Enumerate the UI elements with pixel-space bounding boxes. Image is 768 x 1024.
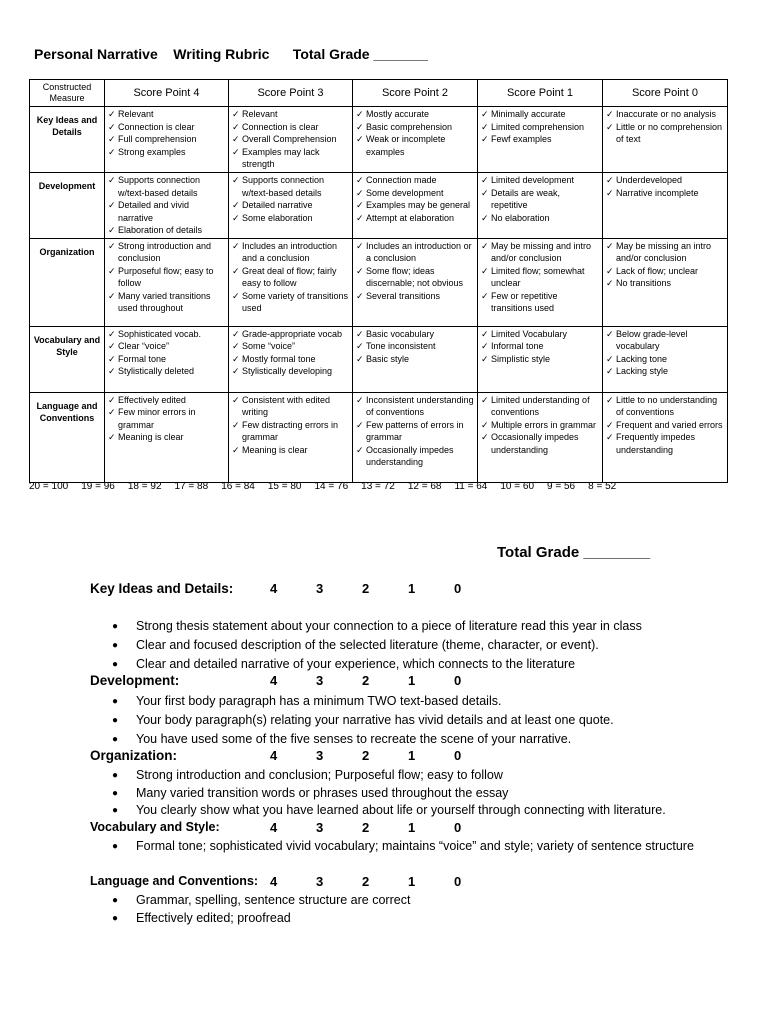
score-option: 2 [362,748,370,763]
check-item: ✓ Basic comprehension [356,121,474,134]
criterion-bullets [112,767,696,820]
conversion-entry: 20 = 100 [29,481,69,492]
check-item: ✓ Strong introduction and conclusion [108,240,225,265]
rubric-cell [105,238,229,326]
criterion-bullet: ● Your body paragraph(s) relating your narrative has vivid details and at least one quote. [112,711,696,730]
check-item: ✓ Many varied transitions used throughout [108,290,225,315]
score-option: 3 [316,748,324,763]
measure-label: Development [30,173,105,239]
score-option: 3 [316,673,324,688]
rubric-cell [229,326,353,392]
check-item: ✓ Some elaboration [232,212,349,225]
rubric-cell [478,238,603,326]
check-item: ✓ Relevant [232,108,349,121]
check-item: ✓ Some variety of transitions used [232,290,349,315]
check-item: ✓ Simplistic style [481,353,599,366]
conversion-entry: 10 = 60 [500,481,535,492]
check-item: ✓ Details are weak, repetitive [481,187,599,212]
check-item: ✓ Consistent with edited writing [232,394,349,419]
check-item: ✓ No transitions [606,277,724,290]
check-item: ✓ Limited understanding of conventions [481,394,599,419]
score-conversion-scale [29,481,629,492]
score-option: 2 [362,820,370,835]
check-item: ✓ Fewf examples [481,133,599,146]
criterion-bullet: ● You clearly show what you have learned about life or yourself through connecting with literature. [112,802,696,820]
check-item: ✓ Some development [356,187,474,200]
check-item: ✓ Connection is clear [232,121,349,134]
check-item: ✓ Stylistically developing [232,365,349,378]
conversion-entry: 18 = 92 [127,481,162,492]
check-item: ✓ Limited comprehension [481,121,599,134]
criterion-bullet: ● You have used some of the five senses to recreate the scene of your narrative. [112,730,696,749]
check-item: ✓ Tone inconsistent [356,340,474,353]
score-option: 3 [316,874,324,889]
check-item: ✓ Examples may lack strength [232,146,349,171]
conversion-entry: 15 = 80 [267,481,302,492]
score-option: 0 [454,581,462,596]
measure-label: Vocabulary and Style [30,326,105,392]
rubric-cell [353,238,478,326]
score-options [270,581,500,596]
check-item: ✓ Few patterns of errors in grammar [356,419,474,444]
criterion-bullet: ● Strong introduction and conclusion; Purposeful flow; easy to follow [112,767,696,785]
check-item: ✓ Examples may be general [356,199,474,212]
check-item: ✓ Stylistically deleted [108,365,225,378]
check-item: ✓ Formal tone [108,353,225,366]
check-item: ✓ Supports connection w/text-based details [108,174,225,199]
rubric-cell [229,392,353,482]
score-option: 4 [270,748,278,763]
criterion-bullets [112,617,696,674]
score-option: 0 [454,874,462,889]
check-item: ✓ Little or no comprehension of text [606,121,724,146]
check-item: ✓ Grade-appropriate vocab [232,328,349,341]
check-item: ✓ Minimally accurate [481,108,599,121]
rubric-cell [229,107,353,173]
check-item: ✓ Few distracting errors in grammar [232,419,349,444]
check-item: ✓ Full comprehension [108,133,225,146]
check-item: ✓ Clear “voice” [108,340,225,353]
check-item: ✓ No elaboration [481,212,599,225]
check-item: ✓ May be missing and intro and/or conclusion [481,240,599,265]
rubric-cell [105,326,229,392]
check-item: ✓ Elaboration of details [108,224,225,237]
criterion-title: Language and Conventions: [90,874,259,888]
score-option: 4 [270,874,278,889]
conversion-entry: 8 = 52 [588,481,617,492]
check-item: ✓ May be missing an intro and/or conclusion [606,240,724,265]
score-option: 1 [408,874,416,889]
check-item: ✓ Attempt at elaboration [356,212,474,225]
rubric-cell [229,173,353,239]
check-item: ✓ Great deal of flow; fairly easy to follow [232,265,349,290]
conversion-entry: 9 = 56 [547,481,576,492]
rubric-cell [603,107,728,173]
criterion-bullet: ● Grammar, spelling, sentence structure are correct [112,892,696,910]
rubric-row [30,238,728,326]
score-point-3-header: Score Point 3 [229,80,353,107]
conversion-entry: 12 = 68 [407,481,442,492]
score-option: 0 [454,673,462,688]
conversion-entry: 16 = 84 [221,481,255,492]
check-item: ✓ Underdeveloped [606,174,724,187]
criterion-title: Development: [90,673,180,688]
score-option: 4 [270,820,278,835]
criterion-bullets [112,692,696,749]
check-item: ✓ Lacking style [606,365,724,378]
measure-label: Organization [30,238,105,326]
check-item: ✓ Some “voice” [232,340,349,353]
check-item: ✓ Inaccurate or no analysis [606,108,724,121]
total-grade-label: Total Grade ________ [497,544,651,561]
criterion-bullets [112,838,696,856]
conversion-entry: 17 = 88 [174,481,209,492]
criterion-bullet: ● Clear and detailed narrative of your experience, which connects to the literature [112,655,696,674]
measure-label: Key Ideas and Details [30,107,105,173]
check-item: ✓ Frequently impedes understanding [606,431,724,456]
check-item: ✓ Inconsistent understanding of conventions [356,394,474,419]
rubric-cell [229,238,353,326]
conversion-entry: 19 = 96 [81,481,115,492]
rubric-cell [353,392,478,482]
check-item: ✓ Below grade-level vocabulary [606,328,724,353]
criterion-bullet: ● Many varied transition words or phrases used throughout the essay [112,785,696,803]
rubric-cell [353,107,478,173]
score-option: 3 [316,820,324,835]
document-title: Personal Narrative Writing Rubric Total Grade _______ [34,46,428,62]
score-point-4-header: Score Point 4 [105,80,229,107]
check-item: ✓ Occasionally impedes understanding [356,444,474,469]
check-item: ✓ Informal tone [481,340,599,353]
criterion-bullet: ● Effectively edited; proofread [112,910,696,928]
score-option: 2 [362,874,370,889]
check-item: ✓ Supports connection w/text-based details [232,174,349,199]
check-item: ✓ Narrative incomplete [606,187,724,200]
score-option: 0 [454,748,462,763]
score-option: 1 [408,673,416,688]
check-item: ✓ Basic vocabulary [356,328,474,341]
check-item: ✓ Occasionally impedes understanding [481,431,599,456]
criterion-bullet: ● Your first body paragraph has a minimum TWO text-based details. [112,692,696,711]
rubric-row [30,107,728,173]
rubric-cell [105,392,229,482]
criterion-title: Key Ideas and Details: [90,581,234,596]
check-item: ✓ Few or repetitive transitions used [481,290,599,315]
check-item: ✓ Strong examples [108,146,225,159]
score-option: 1 [408,748,416,763]
check-item: ✓ Limited flow; somewhat unclear [481,265,599,290]
check-item: ✓ Detailed and vivid narrative [108,199,225,224]
criterion-bullet: ● Clear and focused description of the selected literature (theme, character, or event). [112,636,696,655]
check-item: ✓ Purposeful flow; easy to follow [108,265,225,290]
criterion-bullet: ● Formal tone; sophisticated vivid vocabulary; maintains “voice” and style; variety of sentence structure [112,838,696,856]
criterion-bullet: ● Strong thesis statement about your connection to a piece of literature read this year in class [112,617,696,636]
score-point-1-header: Score Point 1 [478,80,603,107]
check-item: ✓ Connection made [356,174,474,187]
check-item: ✓ Lacking tone [606,353,724,366]
check-item: ✓ Connection is clear [108,121,225,134]
check-item: ✓ Several transitions [356,290,474,303]
rubric-header-row [30,80,728,107]
check-item: ✓ Little to no understanding of conventions [606,394,724,419]
check-item: ✓ Multiple errors in grammar [481,419,599,432]
score-options [270,820,500,835]
check-item: ✓ Limited Vocabulary [481,328,599,341]
check-item: ✓ Detailed narrative [232,199,349,212]
rubric-cell [478,392,603,482]
rubric-row [30,392,728,482]
score-option: 0 [454,820,462,835]
rubric-cell [478,107,603,173]
conversion-entry: 11 = 64 [454,481,488,492]
check-item: ✓ Some flow; ideas discernable; not obvious [356,265,474,290]
rubric-cell [478,326,603,392]
rubric-table [29,79,728,483]
score-option: 1 [408,820,416,835]
rubric-cell [603,326,728,392]
check-item: ✓ Relevant [108,108,225,121]
score-option: 1 [408,581,416,596]
score-option: 4 [270,581,278,596]
check-item: ✓ Few minor errors in grammar [108,406,225,431]
conversion-entry: 13 = 72 [361,481,395,492]
score-options [270,874,500,889]
rubric-row [30,173,728,239]
rubric-cell [105,107,229,173]
check-item: ✓ Meaning is clear [232,444,349,457]
check-item: ✓ Basic style [356,353,474,366]
score-option: 2 [362,673,370,688]
score-options [270,748,500,763]
check-item: ✓ Mostly formal tone [232,353,349,366]
rubric-cell [478,173,603,239]
score-option: 3 [316,581,324,596]
check-item: ✓ Frequent and varied errors [606,419,724,432]
score-option: 2 [362,581,370,596]
measure-label: Language and Conventions [30,392,105,482]
rubric-cell [353,326,478,392]
rubric-cell [603,173,728,239]
check-item: ✓ Limited development [481,174,599,187]
rubric-cell [353,173,478,239]
check-item: ✓ Sophisticated vocab. [108,328,225,341]
check-item: ✓ Meaning is clear [108,431,225,444]
criterion-bullets [112,892,696,927]
check-item: ✓ Overall Comprehension [232,133,349,146]
criterion-title: Organization: [90,748,177,763]
rubric-cell [603,238,728,326]
conversion-entry: 14 = 76 [314,481,349,492]
score-point-0-header: Score Point 0 [603,80,728,107]
check-item: ✓ Includes an introduction or a conclusion [356,240,474,265]
check-item: ✓ Includes an introduction and a conclusion [232,240,349,265]
measure-column-header: Constructed Measure [30,80,105,107]
check-item: ✓ Weak or incomplete examples [356,133,474,158]
rubric-row [30,326,728,392]
rubric-cell [603,392,728,482]
score-options [270,673,500,688]
check-item: ✓ Lack of flow; unclear [606,265,724,278]
score-point-2-header: Score Point 2 [353,80,478,107]
check-item: ✓ Effectively edited [108,394,225,407]
criterion-title: Vocabulary and Style: [90,820,220,834]
score-option: 4 [270,673,278,688]
check-item: ✓ Mostly accurate [356,108,474,121]
rubric-cell [105,173,229,239]
